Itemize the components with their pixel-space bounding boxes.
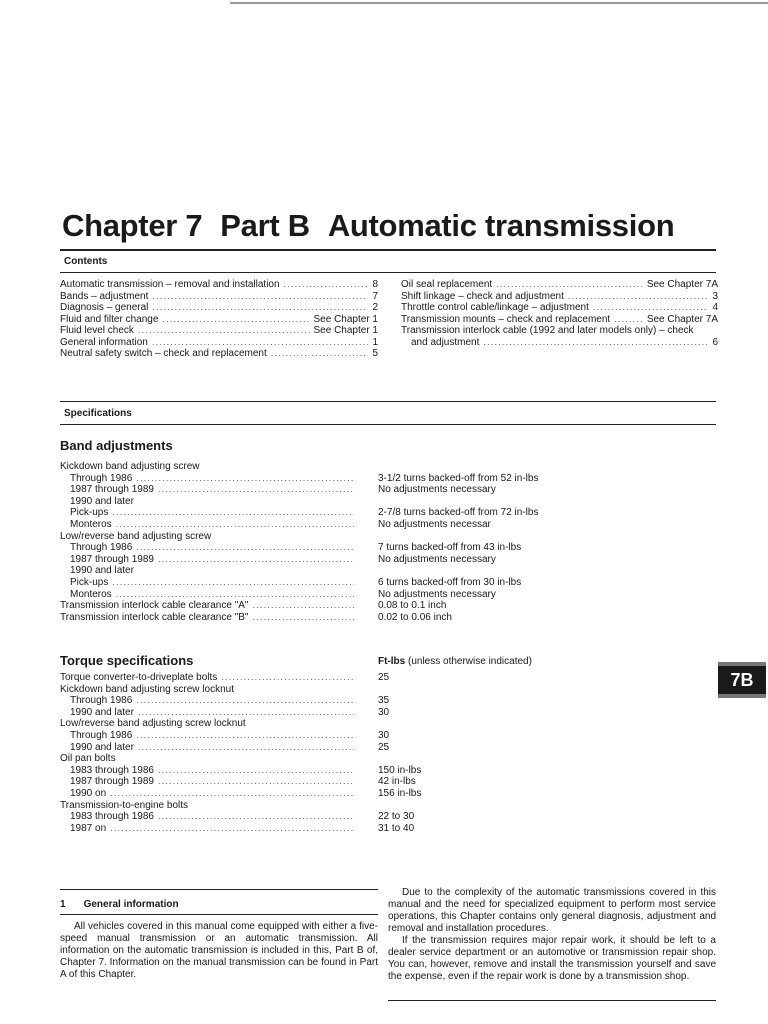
spec-row — [60, 600, 540, 612]
spec-value: 35 — [378, 695, 390, 707]
spec-label-entry — [60, 577, 358, 589]
chapter-title — [62, 208, 692, 244]
leader-dots — [116, 589, 354, 601]
spec-row — [60, 612, 540, 624]
contents-entry[interactable]: Automatic transmission – removal and installation ..... 8 — [60, 279, 378, 291]
spec-label: 1990 and later — [70, 565, 134, 577]
spec-label: 1987 through 1989 — [70, 553, 154, 565]
spec-label: Pick-ups — [70, 577, 109, 588]
spec-label: 1983 through 1986 — [70, 764, 154, 776]
torque-specifications-heading: Torque specifications — [60, 653, 194, 668]
spec-label: Transmission interlock cable clearance "B" — [60, 611, 249, 623]
spec-row — [60, 565, 540, 577]
contents-heading: Contents — [64, 256, 108, 267]
general-info-number: 1 — [60, 899, 66, 910]
spec-label: Torque converter-to-driveplate bolts — [60, 672, 218, 683]
leader-dots — [252, 612, 354, 624]
contents-entry[interactable]: Neutral safety switch – check and replacement ..... 5 — [60, 348, 378, 360]
spec-row — [60, 461, 540, 473]
spec-value: 42 in-lbs — [378, 776, 416, 788]
contents-left-column — [60, 279, 378, 360]
spec-label: Through 1986 — [70, 472, 133, 484]
page-top-rule — [230, 2, 768, 4]
spec-row — [60, 589, 540, 601]
leader-dots — [252, 600, 354, 612]
contents-entry[interactable]: Fluid level check ..... See Chapter 1 — [60, 325, 378, 337]
spec-row — [60, 788, 540, 800]
chapter-tab[interactable]: 7B — [718, 662, 766, 698]
spec-row — [60, 531, 540, 543]
spec-label-entry — [60, 695, 358, 707]
spec-label-entry — [60, 823, 358, 835]
spec-value: 150 in-lbs — [378, 764, 422, 776]
spec-row — [60, 823, 540, 835]
spec-row — [60, 496, 540, 508]
spec-row — [60, 811, 540, 823]
leader-dots — [221, 672, 354, 684]
spec-label: Monteros — [70, 588, 112, 600]
spec-label-entry — [60, 612, 358, 624]
band-adjustments-heading: Band adjustments — [60, 438, 173, 453]
spec-label-entry — [60, 461, 358, 473]
contents-right-column — [401, 279, 718, 348]
leader-dots — [136, 473, 354, 485]
leader-dots — [138, 707, 354, 719]
spec-label-entry — [60, 788, 358, 800]
contents-entry[interactable]: Fluid and filter change ..... See Chapter 1 — [60, 314, 378, 326]
contents-entry[interactable]: Bands – adjustment ..... 7 — [60, 291, 378, 303]
spec-value: 0.02 to 0.06 inch — [378, 611, 452, 623]
spec-value: No adjustments necessary — [378, 553, 496, 565]
leader-dots — [158, 484, 354, 496]
spec-row — [60, 742, 540, 754]
spec-label-entry — [60, 589, 358, 601]
spec-label: 1987 through 1989 — [70, 484, 154, 496]
spec-value: 22 to 30 — [378, 811, 415, 823]
spec-label: Transmission-to-engine bolts — [60, 799, 189, 811]
spec-value: 30 — [378, 706, 390, 718]
spec-value: 30 — [378, 730, 390, 741]
spec-value: 7 turns backed-off from 43 in-lbs — [378, 542, 522, 554]
spec-label-entry — [60, 531, 358, 543]
leader-dots — [112, 577, 354, 589]
spec-value: 31 to 40 — [378, 822, 415, 834]
chapter-subject: Automatic transmission — [327, 208, 675, 243]
page-bottom-rule — [388, 1000, 716, 1001]
spec-row — [60, 776, 540, 788]
spec-label: Transmission interlock cable clearance "A" — [60, 600, 249, 612]
leader-dots — [158, 554, 354, 566]
spec-value: 2-7/8 turns backed-off from 72 in-lbs — [378, 507, 539, 519]
spec-value: 0.08 to 0.1 inch — [378, 600, 447, 612]
general-info-heading — [60, 899, 179, 910]
spec-label: Through 1986 — [70, 695, 133, 707]
contents-entry[interactable]: Diagnosis – general ..... 2 — [60, 302, 378, 314]
spec-label-entry — [60, 565, 358, 577]
spec-value: 6 turns backed-off from 30 in-lbs — [378, 577, 522, 588]
spec-label-entry — [60, 753, 358, 765]
spec-label-entry — [60, 742, 358, 754]
spec-label: Oil pan bolts — [60, 753, 116, 765]
spec-row — [60, 507, 540, 519]
leader-dots — [158, 811, 354, 823]
spec-label: Kickdown band adjusting screw — [60, 461, 200, 472]
spec-label-entry — [60, 519, 358, 531]
torque-units-rest: (unless otherwise indicated) — [405, 656, 532, 667]
contents-entry-line1[interactable]: Transmission interlock cable (1992 and later models only) – check — [401, 325, 694, 336]
title-rule — [60, 249, 716, 251]
general-info-paragraph: If the transmission requires major repair work, it should be left to a dealer service department or an automotive or transmission repair shop. You can, however, remove and install the transmission yourself and save the expense, even if the repair work is done by a transmission shop. — [388, 935, 716, 982]
spec-row — [60, 718, 540, 730]
spec-row — [60, 672, 540, 684]
general-info-paragraph: All vehicles covered in this manual come equipped with either a five-speed manual transmission or an automatic transmission. All information on the automatic transmission is included in this, Part B of, Chapter 7. Information on the manual transmission can be found in Part A of this Chapter. — [60, 921, 378, 980]
spec-label-entry — [60, 507, 358, 519]
spec-label-entry — [60, 730, 358, 742]
spec-row — [60, 473, 540, 485]
leader-dots — [116, 519, 354, 531]
leader-dots — [138, 742, 354, 754]
spec-label: 1983 through 1986 — [70, 811, 154, 823]
spec-label: Monteros — [70, 519, 112, 530]
spec-row — [60, 707, 540, 719]
specifications-rule — [60, 401, 716, 402]
spec-row — [60, 542, 540, 554]
spec-label-entry — [60, 811, 358, 823]
chapter-number: Chapter 7 — [62, 208, 203, 243]
spec-label: Through 1986 — [70, 730, 133, 741]
spec-label-entry — [60, 473, 358, 485]
leader-dots — [136, 730, 354, 742]
leader-dots — [112, 507, 354, 519]
spec-label: 1987 on — [70, 822, 107, 834]
spec-value: 156 in-lbs — [378, 788, 422, 799]
contents-entry[interactable]: Throttle control cable/linkage – adjustment ..... 4 — [401, 302, 718, 314]
contents-rule — [60, 272, 716, 273]
leader-dots — [136, 695, 354, 707]
spec-row — [60, 554, 540, 566]
spec-label-entry — [60, 672, 358, 684]
spec-label-entry — [60, 484, 358, 496]
general-info-left-column — [60, 921, 378, 981]
spec-label-entry — [60, 707, 358, 719]
spec-row — [60, 577, 540, 589]
torque-units-bold: Ft-lbs — [378, 656, 406, 667]
leader-dots — [110, 823, 354, 835]
spec-label-entry — [60, 800, 358, 812]
torque-units-note — [378, 656, 532, 668]
contents-entry[interactable]: General information ..... 1 — [60, 337, 378, 349]
chapter-part: Part B — [220, 208, 310, 243]
spec-row — [60, 753, 540, 765]
spec-label-entry — [60, 496, 358, 508]
spec-label-entry — [60, 542, 358, 554]
spec-value: 25 — [378, 672, 390, 683]
specifications-heading: Specifications — [64, 408, 132, 419]
spec-row — [60, 519, 540, 531]
spec-label: Low/reverse band adjusting screw locknut — [60, 718, 246, 730]
spec-label: Through 1986 — [70, 542, 133, 554]
general-info-title: General information — [83, 899, 179, 910]
spec-label: 1987 through 1989 — [70, 776, 154, 788]
spec-row — [60, 695, 540, 707]
spec-row — [60, 484, 540, 496]
spec-label-entry — [60, 776, 358, 788]
spec-label-entry — [60, 554, 358, 566]
general-info-right-column — [388, 887, 716, 983]
spec-value: 25 — [378, 741, 390, 753]
specifications-rule-bottom — [60, 424, 716, 425]
spec-label: 1990 on — [70, 788, 107, 799]
contents-entry[interactable]: Transmission mounts – check and replacement ..... See Chapter 7A — [401, 314, 718, 326]
contents-entry[interactable]: and adjustment ..... 6 — [401, 337, 718, 349]
contents-entry[interactable]: Shift linkage – check and adjustment ..... 3 — [401, 291, 718, 303]
spec-row — [60, 765, 540, 777]
spec-label-entry — [60, 718, 358, 730]
spec-value: 3-1/2 turns backed-off from 52 in-lbs — [378, 472, 539, 484]
leader-dots — [158, 765, 354, 777]
spec-label: 1990 and later — [70, 495, 134, 507]
spec-label: Pick-ups — [70, 507, 109, 519]
spec-row — [60, 684, 540, 696]
spec-label-entry — [60, 765, 358, 777]
contents-entry[interactable]: Oil seal replacement ..... See Chapter 7A — [401, 279, 718, 291]
spec-label-entry — [60, 684, 358, 696]
leader-dots — [136, 542, 354, 554]
spec-label-entry — [60, 600, 358, 612]
general-info-paragraph: Due to the complexity of the automatic transmissions covered in this manual and the need for specialized equipment to perform most service operations, this Chapter contains only general diagnosis, adjustment and removal and installation procedures. — [388, 887, 716, 934]
spec-label: 1990 and later — [70, 741, 134, 753]
spec-value: No adjustments necessary — [378, 588, 496, 600]
spec-value: No adjustments necessary — [378, 484, 496, 496]
general-info-rule — [60, 889, 378, 890]
spec-label: Low/reverse band adjusting screw — [60, 530, 212, 542]
spec-label: Kickdown band adjusting screw locknut — [60, 683, 234, 695]
general-info-rule-bottom — [60, 914, 378, 915]
spec-row — [60, 800, 540, 812]
spec-row — [60, 730, 540, 742]
leader-dots — [158, 776, 354, 788]
leader-dots — [110, 788, 354, 800]
spec-label: 1990 and later — [70, 706, 134, 718]
spec-value: No adjustments necessar — [378, 519, 491, 530]
